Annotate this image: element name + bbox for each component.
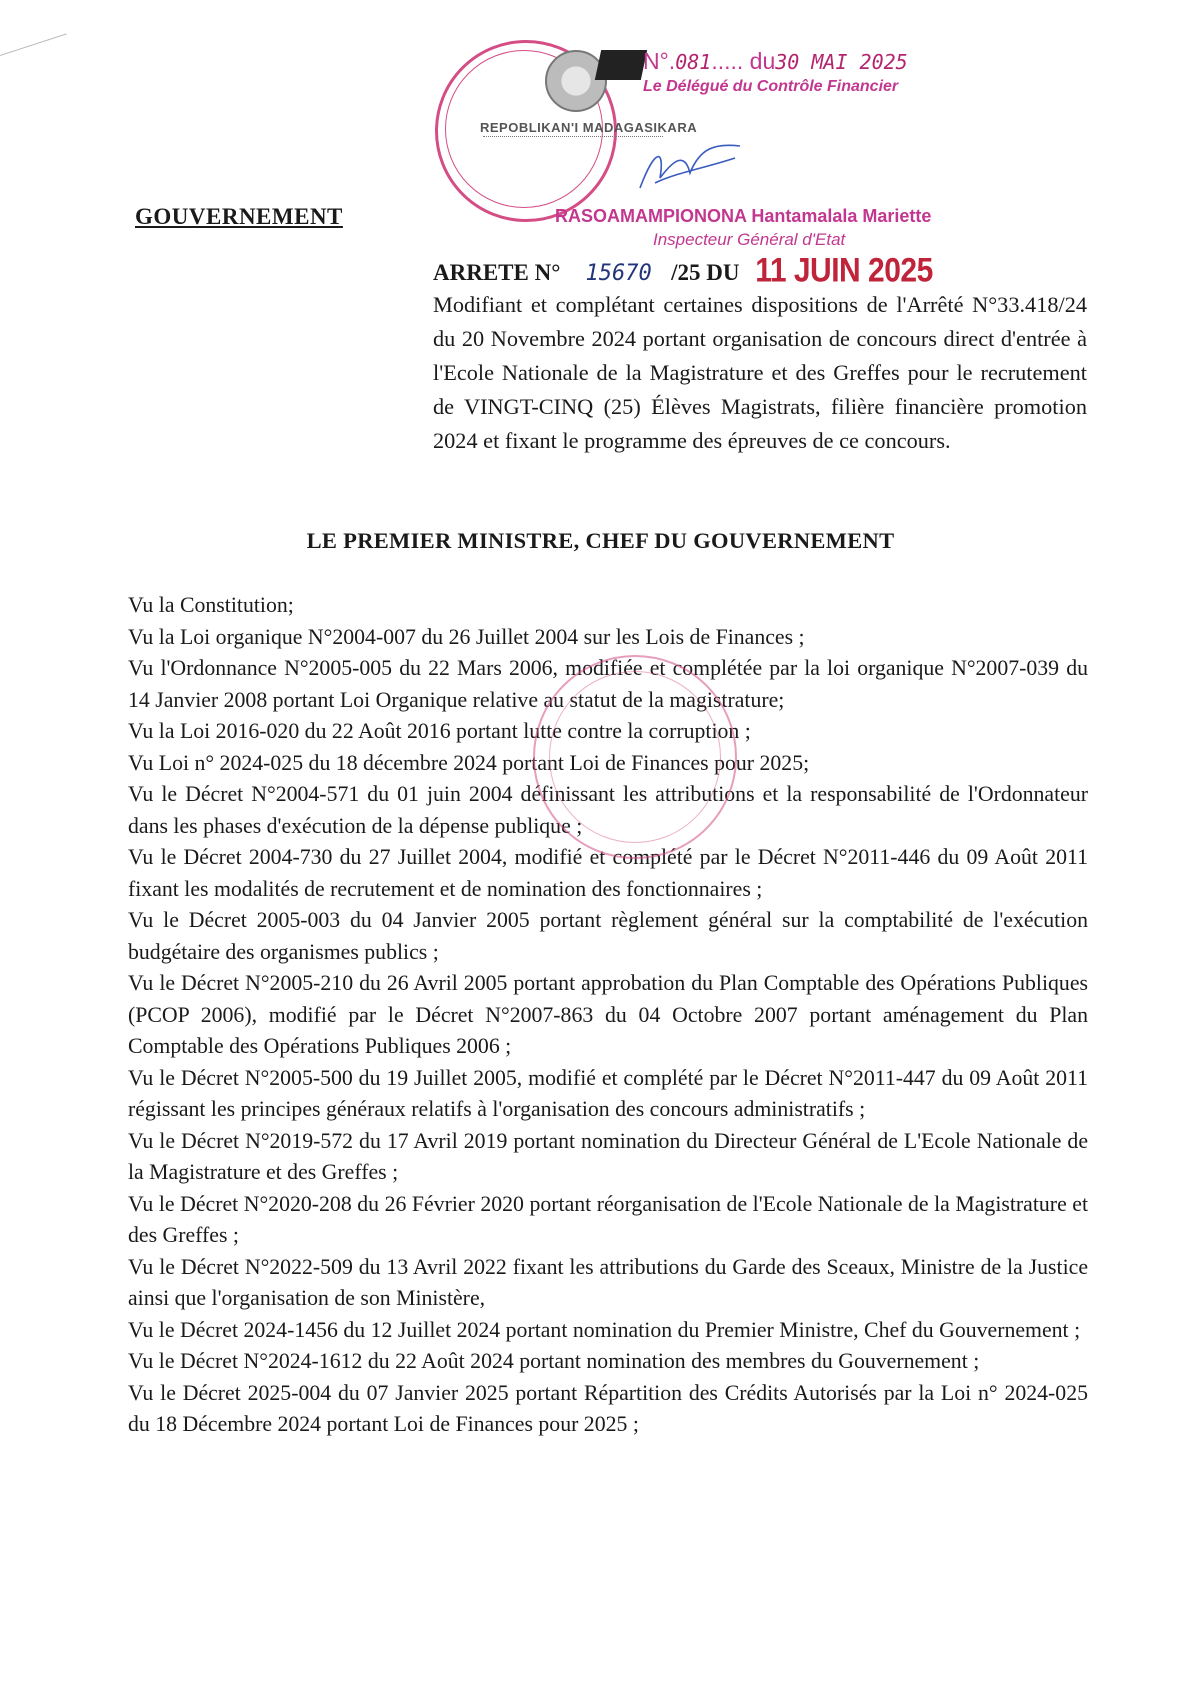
financial-control-stamp — [435, 28, 995, 263]
visa-item: Vu le Décret N°2019-572 du 17 Avril 2019 portant nomination du Directeur Général de L'Ecole Nationale de la Magistrature et des Greffes ; — [128, 1128, 1088, 1184]
stamp-republic: REPOBLIKAN'I MADAGASIKARA — [480, 120, 698, 135]
arrete-label: ARRETE N° — [433, 260, 561, 285]
stamp-signatory-name: RASOAMAMPIONONA Hantamalala Mariette — [555, 206, 932, 226]
visa-item: Vu la Constitution; — [128, 593, 294, 617]
visa-item: Vu le Décret 2005-003 du 04 Janvier 2005 portant règlement général sur la comptabilité de l'exécution budgétaire des organismes publics ; — [128, 908, 1088, 964]
visa-item: Vu le Décret 2004-730 du 27 Juillet 2004, modifié et complété par le Décret N°2011-446 du 09 Août 2011 fixant les modalités de recrutement et de nomination des fonctionnaires ; — [128, 845, 1088, 901]
visa-item: Vu Loi n° 2024-025 du 18 décembre 2024 portant Loi de Finances pour 2025; — [128, 750, 810, 775]
visas-list — [128, 590, 1088, 1441]
stamp-date-prefix: ..... du — [711, 48, 776, 74]
visa-item: Vu la Loi organique N°2004-007 du 26 Juillet 2004 sur les Lois de Finances ; — [128, 624, 805, 649]
arrete-year-label: /25 DU — [671, 260, 740, 285]
visa-item: Vu le Décret 2025-004 du 07 Janvier 2025 portant Répartition des Crédits Autorisés par la Loi n° 2024-025 du 18 Décembre 2024 portant Loi de Finances pour 2025 ; — [128, 1380, 1088, 1436]
stamp-reference — [643, 48, 908, 75]
arrete-reference — [433, 251, 933, 290]
stamp-number: 081 — [675, 50, 712, 74]
stamp-number-prefix: N°. — [643, 48, 676, 74]
arrete-object: Modifiant et complétant certaines dispositions de l'Arrêté N°33.418/24 du 20 Novembre 2024 portant organisation de concours direct d'entrée à l'Ecole Nationale de la Magistrature et des Greffes pour le recrutement de VINGT-CINQ (25) Élèves Magistrats, filière financière promotion 2024 et fixant le programme des épreuves de ce concours. — [433, 292, 1087, 453]
visa-item: Vu le Décret N°2024-1612 du 22 Août 2024 portant nomination des membres du Gouvernement ; — [128, 1349, 980, 1373]
stamp-signatory-role: Inspecteur Général d'Etat — [653, 230, 846, 249]
visa-item: Vu la Loi 2016-020 du 22 Août 2016 portant lutte contre la corruption ; — [128, 719, 751, 743]
visa-item: Vu le Décret N°2020-208 du 26 Février 2020 portant réorganisation de l'Ecole Nationale de la Magistrature et des Greffes ; — [128, 1191, 1088, 1247]
arrete-number: 15670 — [585, 261, 652, 286]
stamp-title: Le Délégué du Contrôle Financier — [643, 78, 899, 95]
visa-item: Vu le Décret N°2022-509 du 13 Avril 2022 fixant les attributions du Garde des Sceaux, Ministre de la Justice ainsi que l'organisation de son Ministère, — [128, 1254, 1088, 1310]
stamp-date: 30 MAI 2025 — [775, 50, 908, 74]
authority-heading: LE PREMIER MINISTRE, CHEF DU GOUVERNEMENT — [306, 528, 895, 553]
visa-item: Vu l'Ordonnance N°2005-005 du 22 Mars 2006, modifiée et complétée par la loi organique N°2007-039 du 14 Janvier 2008 portant Loi Organique relative au statut de la magistrature; — [128, 656, 1088, 712]
visa-item: Vu le Décret N°2004-571 du 01 juin 2004 définissant les attributions et la responsabilité de l'Ordonnateur dans les phases d'exécution de la dépense publique ; — [128, 782, 1088, 838]
redaction-mark — [595, 50, 647, 80]
signature-icon — [635, 138, 745, 198]
emblem-icon — [545, 50, 607, 112]
scan-edge-mark — [0, 33, 67, 56]
arrete-date-stamp: 11 JUIN 2025 — [755, 251, 933, 290]
government-heading: GOUVERNEMENT — [135, 204, 343, 229]
visa-item: Vu le Décret 2024-1456 du 12 Juillet 2024 portant nomination du Premier Ministre, Chef du Gouvernement ; — [128, 1317, 1081, 1342]
visa-item: Vu le Décret N°2005-500 du 19 Juillet 2005, modifié et complété par le Décret N°2011-447 du 09 Août 2011 régissant les principes généraux relatifs à l'organisation des concours administratifs ; — [128, 1065, 1088, 1121]
visa-item: Vu le Décret N°2005-210 du 26 Avril 2005 portant approbation du Plan Comptable des Opérations Publiques (PCOP 2006), modifié par le Décret N°2007-863 du 04 Octobre 2007 portant aménagement du Plan Comptable des Opérations Publiques 2006 ; — [128, 971, 1088, 1058]
